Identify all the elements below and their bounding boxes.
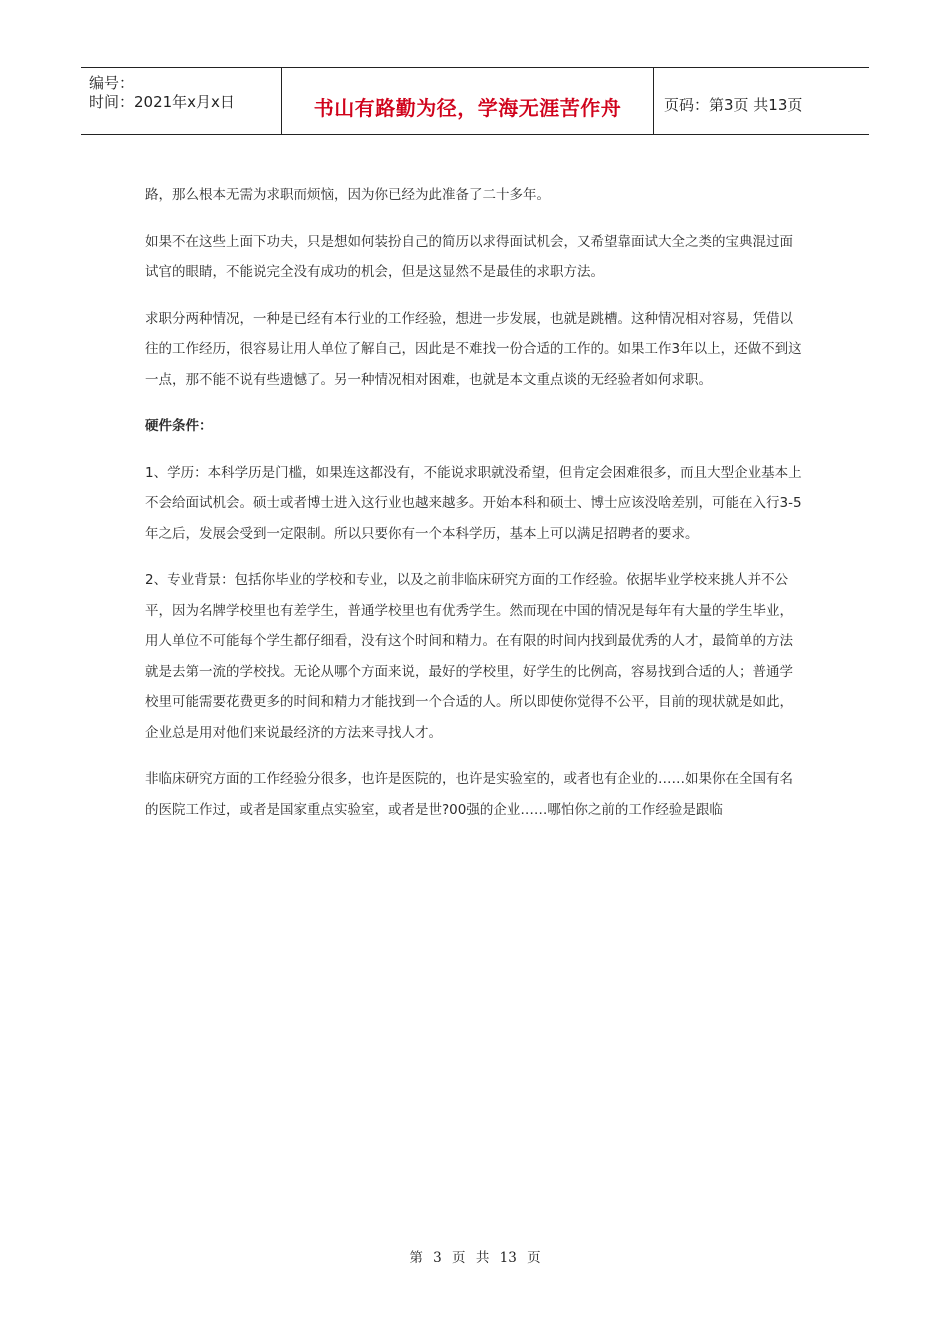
document-body [145,180,805,825]
document-date-label: 时间：2021年x月x日 [89,93,235,111]
body-paragraph: 路，那么根本无需为求职而烦恼，因为你已经为此准备了二十多年。 [145,187,550,203]
header-info-cell [81,68,281,134]
header-page-cell [654,68,869,134]
header-motto: 书山有路勤为径，学海无涯苦作舟 [313,96,622,120]
page-footer: 第 3 页 共 13 页 [409,1250,541,1266]
body-paragraph: 非临床研究方面的工作经验分很多，也许是医院的，也许是实验室的，或者也有企业的……如果你在全国有名的医院工作过，或者是国家重点实验室，或者是世?00强的企业……哪怕你之前的工作经验是跟临 [145,771,793,818]
header-page-number: 页码：第3页 共13页 [664,96,803,114]
body-paragraph: 2、专业背景：包括你毕业的学校和专业，以及之前非临床研究方面的工作经验。依据毕业学校来挑人并不公平，因为名牌学校里也有差学生，普通学校里也有优秀学生。然而现在中国的情况是每年有大量的学生毕业，用人单位不可能每个学生都仔细看，没有这个时间和精力。在有限的时间内找到最优秀的人才，最简单的方法就是去第一流的学校找。无论从哪个方面来说，最好的学校里，好学生的比例高，容易找到合适的人；普通学校里可能需要花费更多的时间和精力才能找到一个合适的人。所以即使你觉得不公平，目前的现状就是如此，企业总是用对他们来说最经济的方法来寻找人才。 [145,572,793,741]
section-heading: 硬件条件： [145,418,213,434]
document-number-label: 编号： [89,74,135,92]
header-motto-cell [281,68,654,134]
body-paragraph: 1、学历：本科学历是门槛，如果连这都没有，不能说求职就没希望，但肯定会困难很多，而且大型企业基本上不会给面试机会。硕士或者博士进入这行业也越来越多。开始本科和硕士、博士应该没啥差别，可能在入行3-5年之后，发展会受到一定限制。所以只要你有一个本科学历，基本上可以满足招聘者的要求。 [145,464,802,542]
body-paragraph: 求职分两种情况，一种是已经有本行业的工作经验，想进一步发展，也就是跳槽。这种情况相对容易，凭借以往的工作经历，很容易让用人单位了解自己，因此是不难找一份合适的工作的。如果工作3年以上，还做不到这一点，那不能不说有些遗憾了。另一种情况相对困难，也就是本文重点谈的无经验者如何求职。 [145,310,802,388]
body-paragraph: 如果不在这些上面下功夫，只是想如何装扮自己的简历以求得面试机会，又希望靠面试大全之类的宝典混过面试官的眼睛，不能说完全没有成功的机会，但是这显然不是最佳的求职方法。 [145,233,793,280]
document-header [81,67,869,135]
